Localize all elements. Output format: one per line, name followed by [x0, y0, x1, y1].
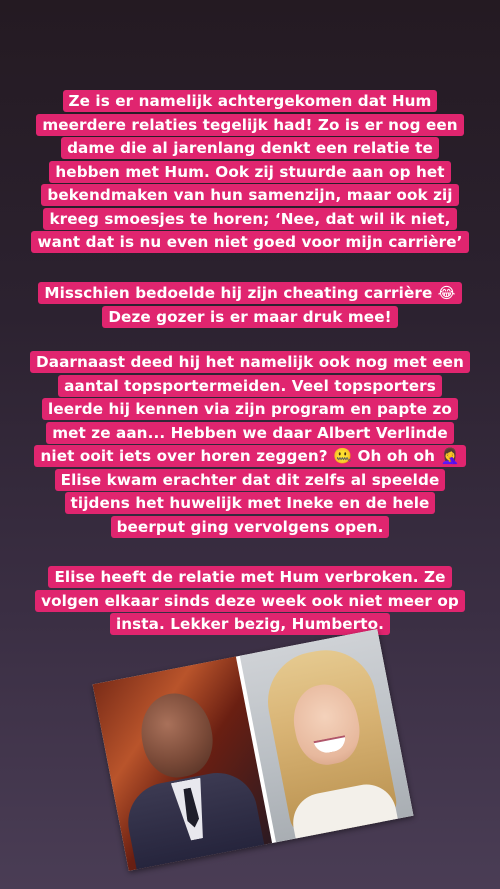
text-line: aantal topsportermeiden. Veel topsporters: [58, 375, 442, 397]
text-line: niet ooit iets over horen zeggen? 🤐 Oh oh oh 🤦‍♀️: [34, 445, 465, 467]
paragraph-1: [0, 90, 500, 255]
text-line: insta. Lekker bezig, Humberto.: [110, 613, 390, 635]
text-line: want dat is nu even niet goed voor mijn carrière’: [31, 231, 468, 253]
text-line: meerdere relaties tegelijk had! Zo is er nog een: [36, 114, 463, 136]
text-line: dame die al jarenlang denkt een relatie te: [61, 137, 439, 159]
text-line: Daarnaast deed hij het namelijk ook nog met een: [30, 351, 470, 373]
text-line: leerde hij kennen via zijn program en papte zo: [42, 398, 458, 420]
text-line: volgen elkaar sinds deze week ook niet meer op: [35, 590, 465, 612]
text-line: bekendmaken van hun samenzijn, maar ook zij: [41, 184, 458, 206]
text-line: tijdens het huwelijk met Ineke en de hele: [65, 492, 436, 514]
paragraph-4: [0, 566, 500, 637]
text-line: beerput ging vervolgens open.: [111, 516, 390, 538]
text-line: Deze gozer is er maar druk mee!: [102, 306, 397, 328]
text-line: Ze is er namelijk achtergekomen dat Hum: [63, 90, 438, 112]
text-line: Misschien bedoelde hij zijn cheating carrière 😂: [38, 282, 461, 304]
man-photo: [93, 657, 273, 871]
text-line: kreeg smoesjes te horen; ‘Nee, dat wil ik niet,: [43, 208, 456, 230]
paragraph-2: [0, 282, 500, 329]
photo-collage: [93, 629, 414, 871]
text-line: met ze aan... Hebben we daar Albert Verlinde: [46, 422, 454, 444]
head-shape: [134, 687, 219, 783]
text-line: hebben met Hum. Ook zij stuurde aan op het: [49, 161, 450, 183]
text-line: Elise kwam erachter dat dit zelfs al speelde: [55, 469, 446, 491]
text-line: Elise heeft de relatie met Hum verbroken. Ze: [48, 566, 451, 588]
paragraph-3: [0, 351, 500, 539]
